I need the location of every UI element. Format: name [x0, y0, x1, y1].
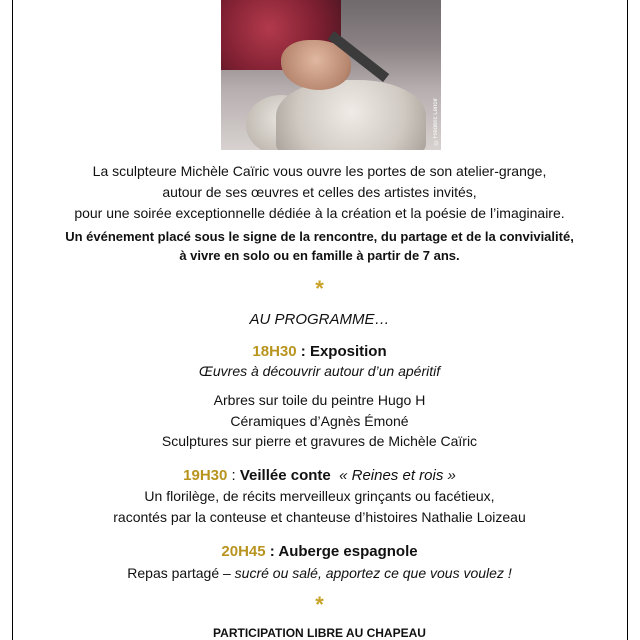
- event2-time: 19H30: [183, 467, 228, 484]
- separator-star-2: *: [315, 592, 324, 617]
- event3-heading: [12, 543, 627, 560]
- event3-desc-italic: sucré ou salé, apportez ce que vous voulez !: [234, 565, 512, 581]
- event1-time: 18H30: [252, 343, 297, 360]
- event3-time: 20H45: [221, 543, 266, 560]
- event2-sep: :: [227, 467, 240, 484]
- event1-subtitle: Œuvres à découvrir autour d’un apéritif: [198, 363, 441, 379]
- intro-line-3: pour une soirée exceptionnelle dédiée à la création et la poésie de l’imaginaire.: [74, 205, 565, 221]
- photo-stone: [276, 80, 426, 150]
- event1-sep: :: [296, 343, 310, 360]
- intro-bold-line-2: à vivre en solo ou en famille à partir de 7 ans.: [179, 248, 460, 263]
- photo-credit: ©Frédéric Lenoir: [433, 97, 439, 144]
- programme-heading: AU PROGRAMME…: [249, 311, 390, 328]
- event2-quote: « Reines et rois »: [339, 467, 456, 484]
- event2-line-1: Un florilège, de récits merveilleux grinçants ou facétieux,: [144, 488, 495, 504]
- participation-text: PARTICIPATION LIBRE AU CHAPEAU: [213, 626, 426, 640]
- event3-title: : Auberge espagnole: [265, 543, 418, 560]
- event2-line-2: racontés par la conteuse et chanteuse d’histoires Nathalie Loizeau: [113, 509, 526, 525]
- page-border-right: [627, 0, 628, 640]
- separator-star-1: *: [315, 276, 324, 301]
- event2-title: Veillée conte: [239, 467, 331, 484]
- event1-line-1: Arbres sur toile du peintre Hugo H: [213, 392, 426, 408]
- event3-desc: [12, 565, 627, 581]
- event2-heading: [12, 467, 627, 484]
- intro-line-2: autour de ses œuvres et celles des artistes invités,: [162, 184, 477, 200]
- event3-desc-plain: Repas partagé –: [127, 565, 235, 581]
- event1-title: Exposition: [309, 343, 387, 360]
- intro-line-1: La sculpteure Michèle Caïric vous ouvre les portes de son atelier-grange,: [92, 163, 547, 179]
- event1-line-3: Sculptures sur pierre et gravures de Michèle Caïric: [161, 433, 478, 449]
- intro-bold-line-1: Un événement placé sous le signe de la rencontre, du partage et de la convivialité,: [65, 229, 574, 244]
- event1-heading: [12, 343, 627, 360]
- sculpting-photo: [221, 0, 441, 150]
- event1-line-2: Céramiques d’Agnès Émoné: [230, 413, 409, 429]
